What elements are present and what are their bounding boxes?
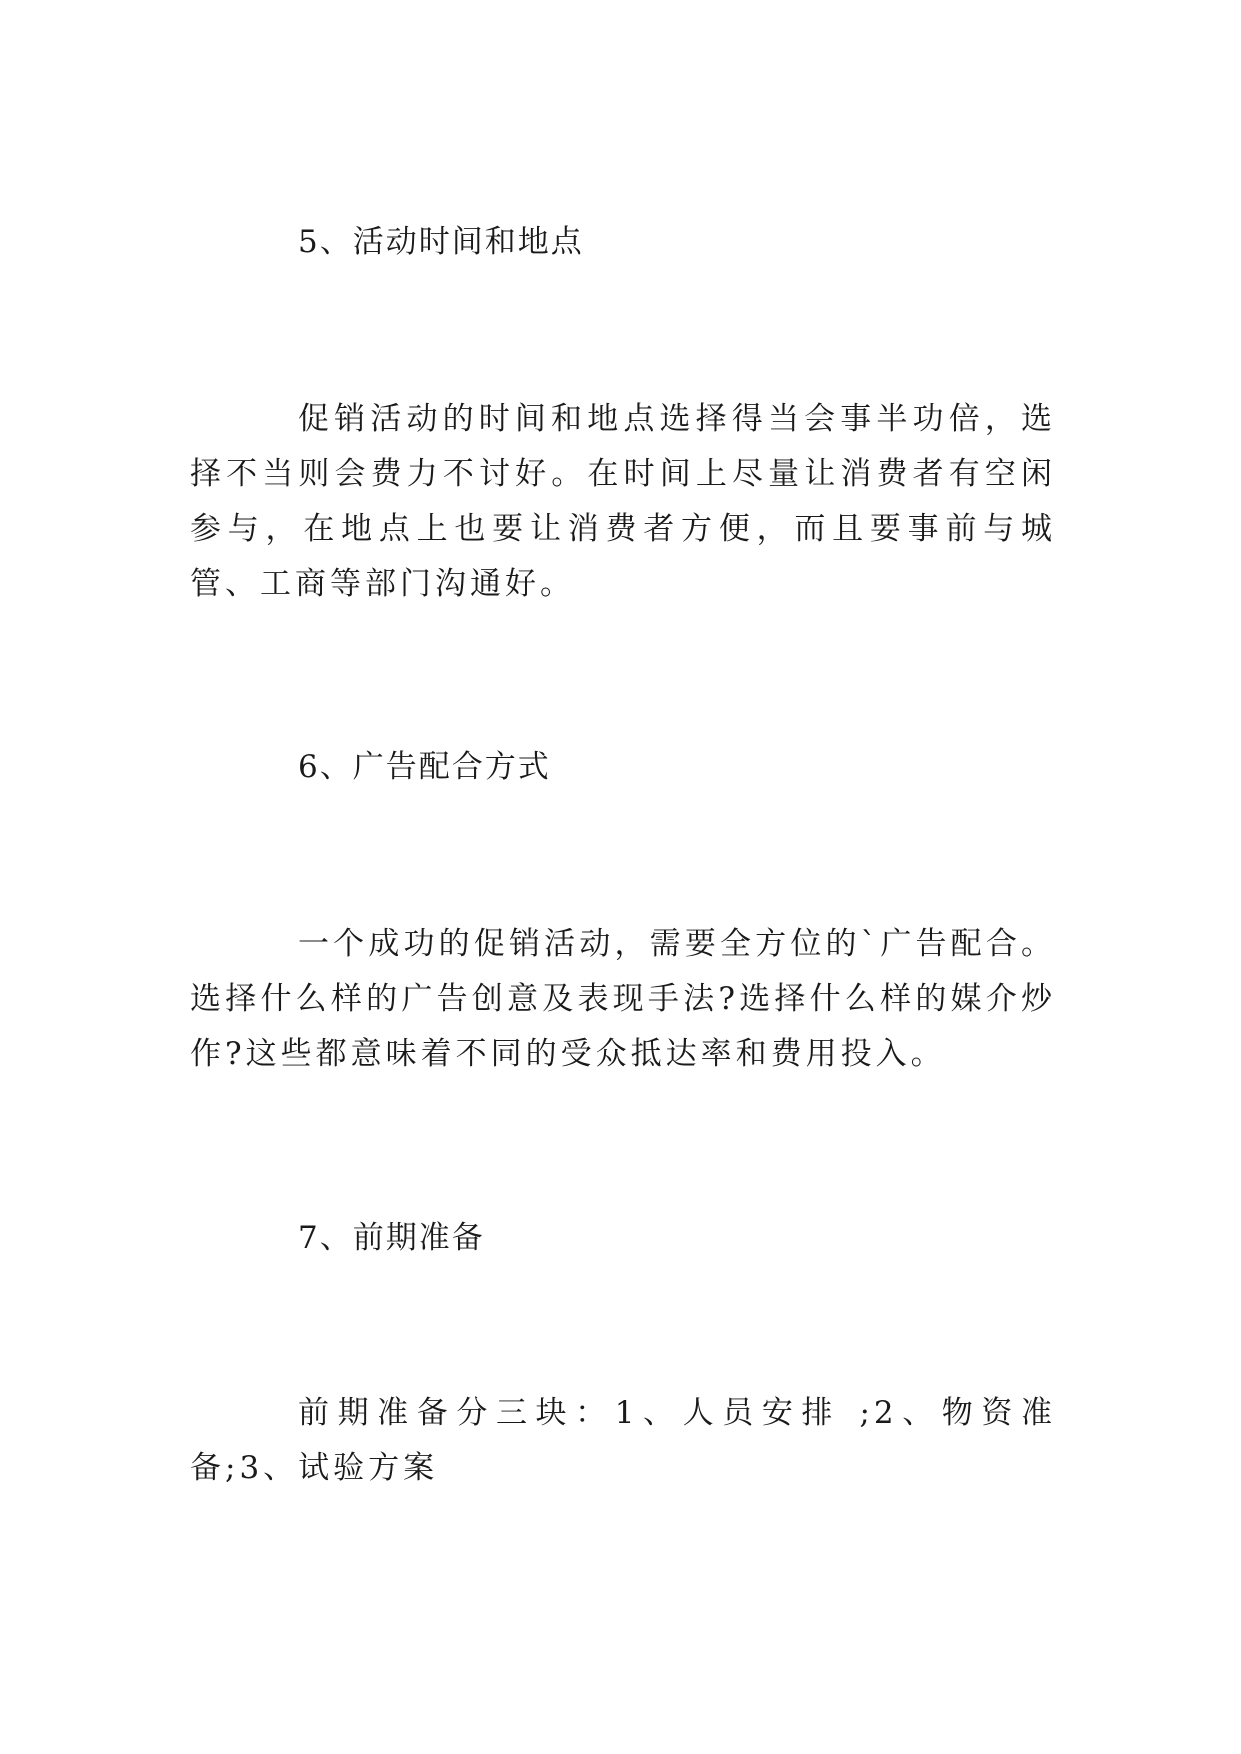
section-heading-5: 5、活动时间和地点: [298, 224, 584, 260]
section-heading-7: 7、前期准备: [298, 1220, 485, 1256]
section-paragraph-7: 前期准备分三块：1、人员安排 ;2、物资准备;3、试验方案: [190, 1395, 1056, 1486]
section-paragraph-5: 促销活动的时间和地点选择得当会事半功倍，选择不当则会费力不讨好。在时间上尽量让消费者有空闲参与，在地点上也要让消费者方便，而且要事前与城管、工商等部门沟通好。: [190, 401, 1056, 602]
section-paragraph-6: 一个成功的促销活动，需要全方位的`广告配合。选择什么样的广告创意及表现手法?选择什么样的媒介炒作?这些都意味着不同的受众抵达率和费用投入。: [190, 926, 1056, 1072]
section-heading-6: 6、广告配合方式: [298, 749, 551, 785]
